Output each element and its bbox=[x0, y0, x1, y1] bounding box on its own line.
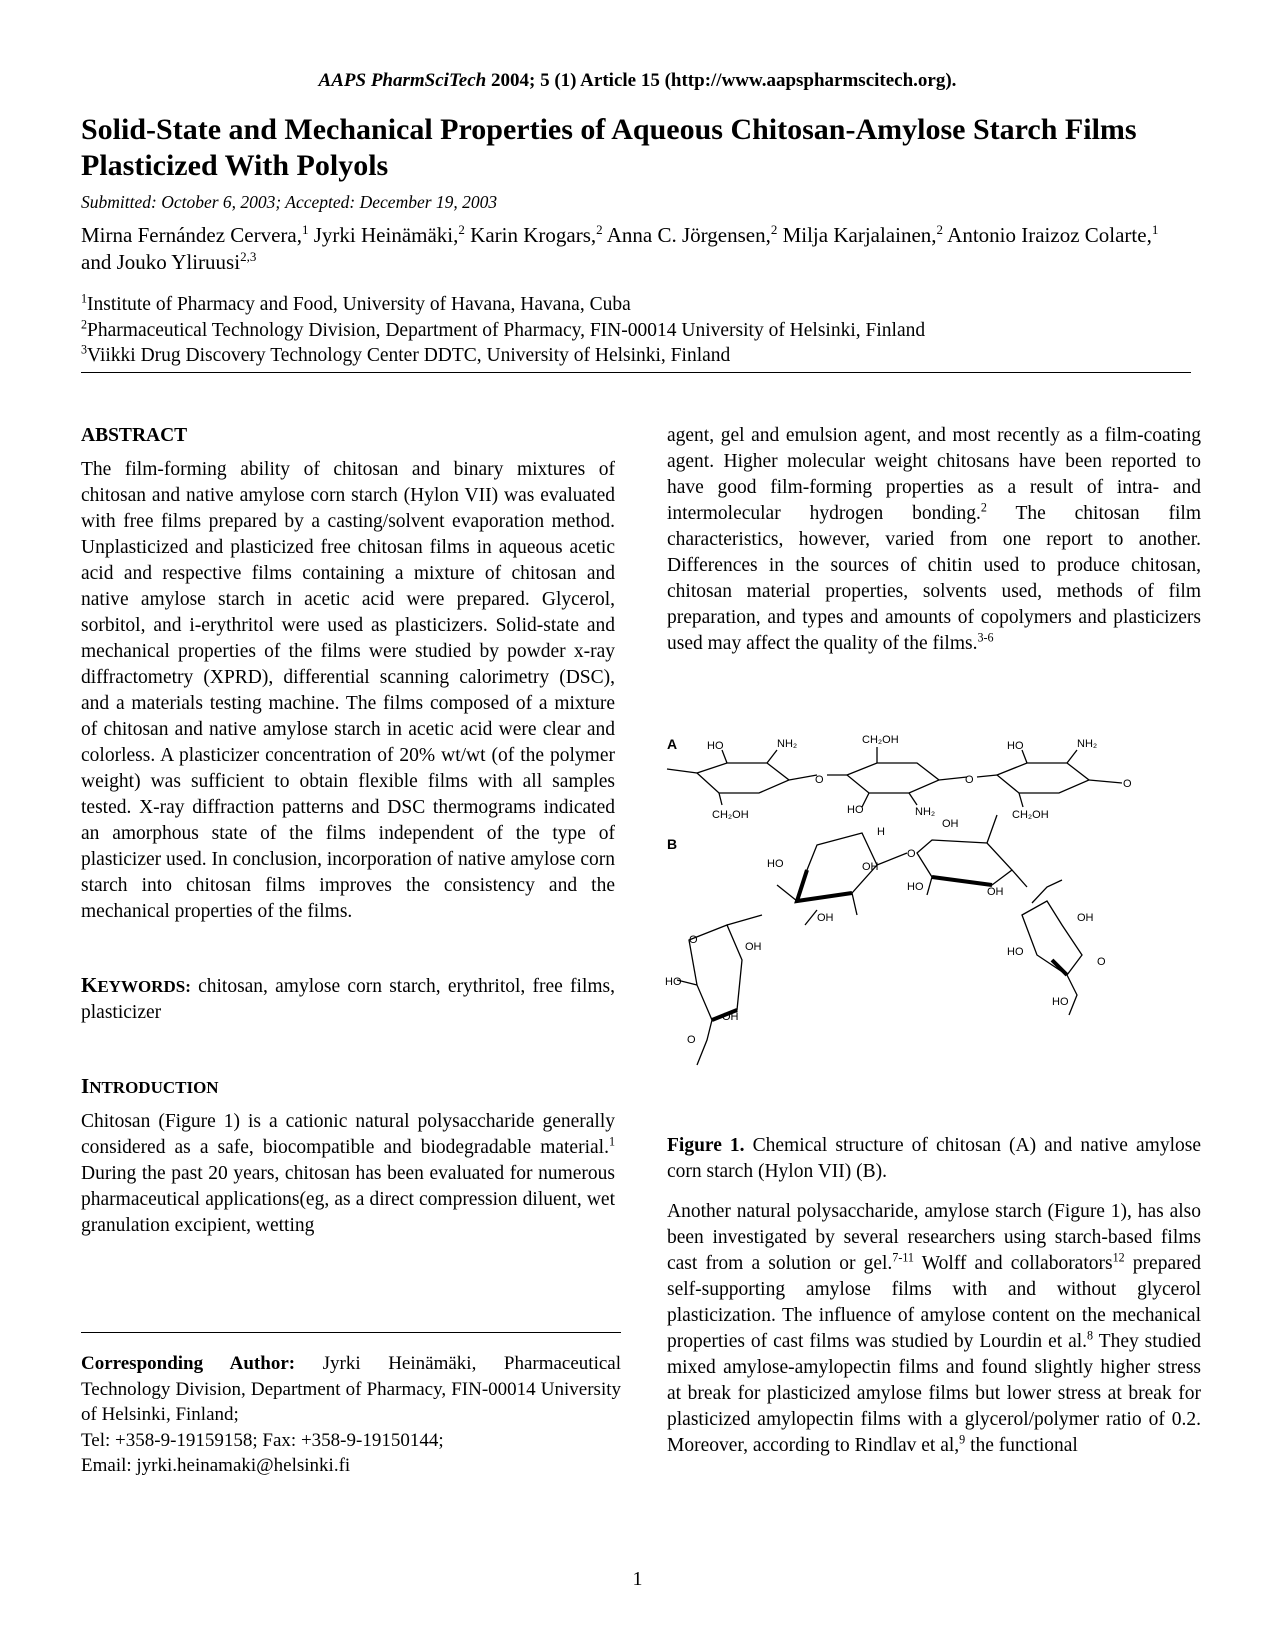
atom-label: OH bbox=[1077, 912, 1094, 924]
figure-1-chemical-structure bbox=[667, 735, 1201, 1115]
author-affil-mark: 1 bbox=[301, 222, 309, 237]
introduction-paragraph bbox=[81, 1109, 615, 1239]
atom-label: H bbox=[877, 826, 885, 838]
atom-label: OH bbox=[722, 1011, 739, 1023]
citation-mark: 12 bbox=[1112, 1250, 1125, 1265]
atom-label: O bbox=[689, 934, 698, 946]
body-text: Another natural polysaccharide, amylose starch (Figure 1), has also been investigated by several researchers using starch-based films cast from a solution or gel. bbox=[667, 1201, 1201, 1274]
author-affil-mark: 2 bbox=[770, 222, 778, 237]
author: Milja Karjalainen, bbox=[777, 223, 937, 247]
keywords-label-initial: K bbox=[81, 973, 98, 997]
body-text: They studied mixed amylose-amylopectin films and found slightly higher stress at break for plasticized amylose films but lower stress at break for plasticized amylopectin films with a glycerol/polymer ratio of 0.2. Moreover, according to Rindlav et al, bbox=[667, 1331, 1201, 1456]
author-affil-mark: 2 bbox=[936, 222, 944, 237]
atom-label: NH₂ bbox=[777, 738, 798, 750]
figure-caption-text: Chemical structure of chitosan (A) and native amylose corn starch (Hylon VII) (B). bbox=[667, 1135, 1201, 1182]
affiliation bbox=[81, 318, 1191, 344]
affiliation bbox=[81, 292, 1191, 318]
atom-label: O bbox=[965, 774, 974, 786]
atom-label: HO bbox=[907, 881, 924, 893]
author: Karin Krogars, bbox=[464, 223, 597, 247]
atom-label: HO bbox=[1007, 946, 1024, 958]
corresponding-text: Jyrki Heinämäki, Pharmaceutical Technology Division, Department of Pharmacy, FIN-00014 University of Helsinki, Finland; bbox=[81, 1353, 621, 1425]
body-text: The chitosan film characteristics, however, varied from one report to another. Differences in the sources of chitin used to produce chitosan, chitosan material properties, solvents used, methods of film preparation, and types and amounts of copolymers and plasticizers used may affect the quality of the films. bbox=[667, 503, 1201, 654]
body-text: agent, gel and emulsion agent, and most recently as a film-coating agent. Higher molecular weight chitosans have been reported to have good film-forming properties as a result of intra- and intermolecular hydrogen bonding. bbox=[667, 425, 1201, 524]
keywords-text: chitosan, amylose corn starch, erythritol, free films, plasticizer bbox=[81, 976, 615, 1023]
atom-label: O bbox=[1097, 956, 1106, 968]
atom-label: OH bbox=[987, 886, 1004, 898]
intro-text: Chitosan (Figure 1) is a cationic natural polysaccharide generally considered as a safe, biocompatible and biodegradable material. bbox=[81, 1111, 615, 1158]
citation-mark: 3-6 bbox=[977, 630, 994, 645]
corresponding-author-note bbox=[81, 1351, 621, 1479]
chitosan-ring-1 bbox=[697, 763, 789, 793]
affiliation-text: Pharmaceutical Technology Division, Department of Pharmacy, FIN-00014 University of Helsinki, Finland bbox=[87, 319, 926, 341]
body-text: prepared self-supporting amylose films with and without glycerol plasticization. The influence of amylose content on the mechanical properties of cast films was studied by Lourdin et al. bbox=[667, 1253, 1201, 1352]
affiliation-mark: 2 bbox=[81, 317, 88, 331]
citation-mark: 2 bbox=[980, 500, 987, 515]
abstract-heading: ABSTRACT bbox=[81, 425, 188, 446]
journal-name: AAPS PharmSciTech bbox=[318, 70, 487, 91]
paper-title: Solid-State and Mechanical Properties of Aqueous Chitosan-Amylose Starch Films Plasticized With Polyols bbox=[81, 113, 1137, 182]
panel-a-label: A bbox=[667, 736, 678, 752]
atom-label: NH₂ bbox=[1077, 738, 1098, 750]
citation-mark: 8 bbox=[1087, 1328, 1094, 1343]
corresponding-phone: Tel: +358-9-19159158; Fax: +358-9-19150144; bbox=[81, 1429, 444, 1451]
right-column-bottom bbox=[667, 1199, 1201, 1459]
journal-header bbox=[0, 70, 1275, 92]
corresponding-email: Email: jyrki.heinamaki@helsinki.fi bbox=[81, 1455, 351, 1476]
intro-text: During the past 20 years, chitosan has been evaluated for numerous pharmaceutical applications(eg, as a direct compression diluent, wet granulation excipient, wetting bbox=[81, 1163, 615, 1236]
introduction-heading-initial: I bbox=[81, 1074, 90, 1098]
affiliation bbox=[81, 343, 1191, 369]
atom-label: OH bbox=[942, 818, 959, 830]
atom-label: O bbox=[815, 774, 824, 786]
affiliation-text: Institute of Pharmacy and Food, University of Havana, Havana, Cuba bbox=[87, 294, 631, 315]
keywords-label: EYWORDS: bbox=[97, 977, 191, 996]
citation-mark: 7-11 bbox=[892, 1250, 914, 1265]
atom-label: HO bbox=[707, 740, 724, 752]
atom-label: HO bbox=[847, 804, 864, 816]
submission-dates: Submitted: October 6, 2003; Accepted: December 19, 2003 bbox=[81, 192, 498, 212]
citation-mark: 9 bbox=[959, 1432, 966, 1447]
citation-mark: 1 bbox=[608, 1134, 615, 1149]
right-column-top bbox=[667, 423, 1201, 657]
author: Anna C. Jörgensen, bbox=[602, 223, 771, 247]
atom-label: HO bbox=[1007, 740, 1024, 752]
atom-label: CH₂OH bbox=[862, 734, 899, 746]
figure-caption-label: Figure 1. bbox=[667, 1135, 745, 1156]
body-paragraph bbox=[667, 1199, 1201, 1459]
introduction-heading bbox=[81, 1073, 615, 1101]
introduction-heading-rest: NTRODUCTION bbox=[89, 1078, 219, 1097]
chitosan-ring-2 bbox=[847, 763, 939, 793]
atom-label: CH₂OH bbox=[712, 809, 749, 821]
atom-label: HO bbox=[1052, 996, 1069, 1008]
atom-label: HO bbox=[767, 858, 784, 870]
panel-b-label: B bbox=[667, 836, 678, 852]
atom-label: CH₂OH bbox=[1012, 809, 1049, 821]
author-affil-mark: 1 bbox=[1151, 222, 1159, 237]
author-affil-mark: 2,3 bbox=[240, 249, 257, 264]
body-paragraph bbox=[667, 423, 1201, 657]
atom-label: OH bbox=[817, 912, 834, 924]
author: Antonio Iraizoz Colarte, bbox=[943, 223, 1152, 247]
author: Jyrki Heinämäki, bbox=[308, 223, 459, 247]
author: Mirna Fernández Cervera, bbox=[81, 223, 302, 247]
body-text: the functional bbox=[965, 1435, 1078, 1456]
atom-label: O bbox=[907, 848, 916, 860]
author-affil-mark: 2 bbox=[596, 222, 603, 237]
body-text: Wolff and collaborators bbox=[913, 1253, 1113, 1274]
left-column bbox=[81, 423, 615, 1239]
abstract-text: The film-forming ability of chitosan and binary mixtures of chitosan and native amylose corn starch (Hylon VII) was evaluated with free films prepared by a casting/solvent evaporation method. Unplasticized and plasticized free chitosan films in aqueous acetic acid and respective films containing a mixture of chitosan and native amylose starch in acetic acid were prepared. Glycerol, sorbitol, and i-erythritol were used as plasticizers. Solid-state and mechanical properties of the films were studied by powder x-ray diffractometry (XPRD), differential scanning calorimetry (DSC), and a materials testing machine. The films composed of a mixture of chitosan and native amylose starch in acetic acid were clear and colorless. A plasticizer concentration of 20% wt/wt (of the polymer weight) was sufficient to obtain flexible films with all samples tested. X-ray diffraction patterns and DSC thermograms indicated an amorphous state of the films independent of the type of plasticizer used. In conclusion, incorporation of native amylose corn starch into chitosan films improves the consistency and the mechanical properties of the films. bbox=[81, 459, 615, 922]
page-number: 1 bbox=[632, 1568, 643, 1590]
author-list bbox=[81, 222, 1191, 276]
header-divider bbox=[81, 372, 1191, 373]
affiliation-mark: 3 bbox=[81, 342, 88, 357]
affiliation-mark: 1 bbox=[81, 291, 88, 306]
chitosan-ring-3 bbox=[997, 763, 1089, 793]
affiliation-text: Viikki Drug Discovery Technology Center DDTC, University of Helsinki, Finland bbox=[87, 345, 731, 366]
atom-label: OH bbox=[745, 941, 762, 953]
journal-citation: 2004; 5 (1) Article 15 (http://www.aapspharmscitech.org). bbox=[486, 70, 957, 91]
figure-1-caption bbox=[667, 1133, 1201, 1185]
affiliation-list bbox=[81, 292, 1191, 369]
author: and Jouko Yliruusi bbox=[81, 250, 241, 274]
keywords bbox=[81, 972, 615, 1026]
atom-label: O bbox=[1123, 778, 1132, 790]
author-affil-mark: 2 bbox=[458, 222, 465, 237]
atom-label: NH₂ bbox=[915, 806, 936, 818]
atom-label: OH bbox=[862, 861, 879, 873]
footnote-divider bbox=[81, 1332, 621, 1333]
corresponding-label: Corresponding Author: bbox=[81, 1353, 296, 1374]
atom-label: HO bbox=[665, 976, 682, 988]
atom-label: O bbox=[687, 1034, 696, 1046]
